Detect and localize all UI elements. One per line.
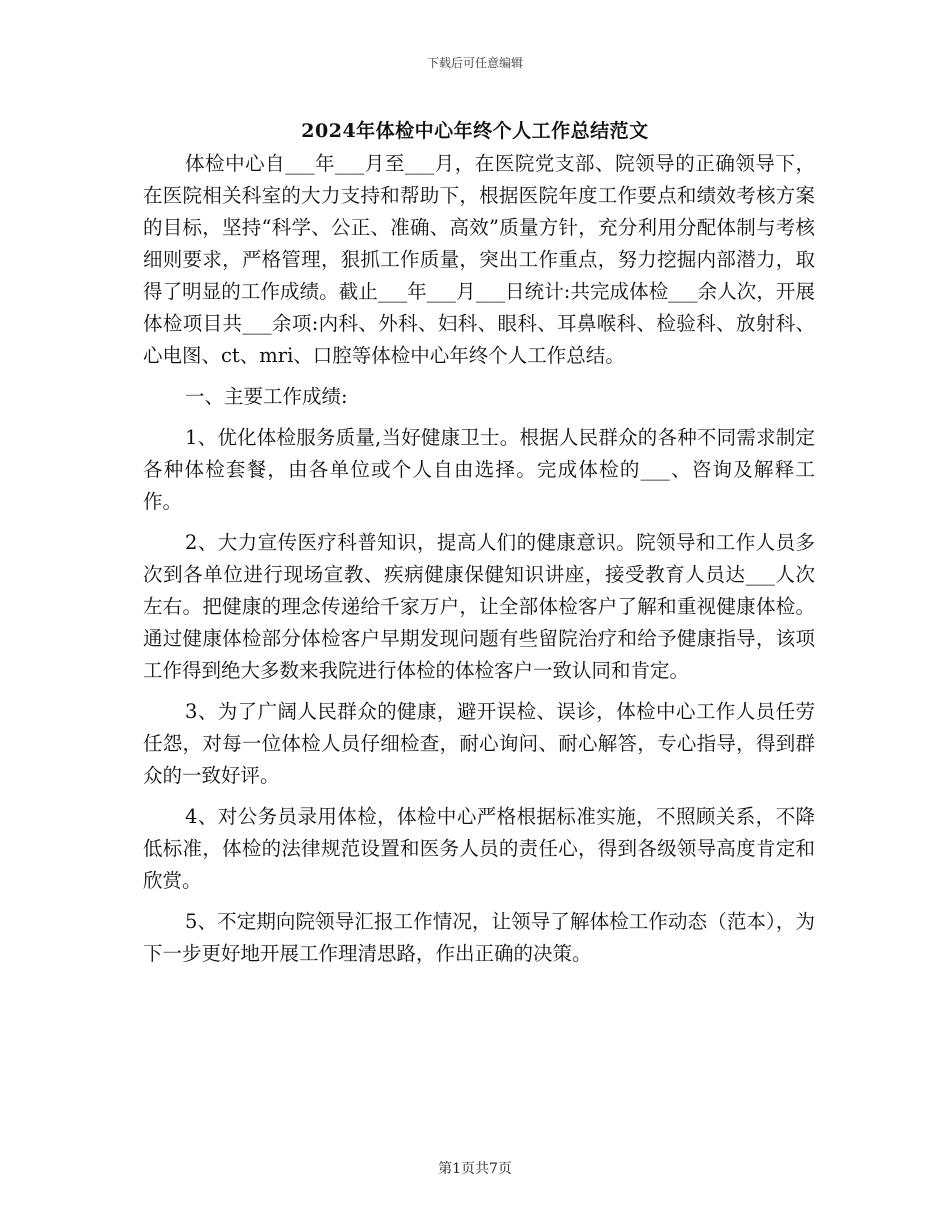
page-footer: 第1页共7页 [438, 1161, 512, 1177]
paragraph-item-3: 3、为了广阔人民群众的健康，避开误检、误诊，体检中心工作人员任劳任怨，对每一位体检人员仔细检查，耐心询问、耐心解答，专心指导，得到群众的一致好评。 [143, 700, 815, 787]
header-note: 下载后可任意编辑 [426, 56, 523, 70]
paragraph-item-4: 4、对公务员录用体检，体检中心严格根据标准实施，不照顾关系，不降低标准，体检的法律规范设置和医务人员的责任心，得到各级领导高度肯定和欣赏。 [143, 805, 815, 892]
paragraph-item-1: 1、优化体检服务质量,当好健康卫士。根据人民群众的各种不同需求制定各种体检套餐，由各单位或个人自由选择。完成体检的___、咨询及解释工作。 [143, 426, 815, 513]
document-title: 2024年体检中心年终个人工作总结范文 [301, 120, 649, 142]
paragraph-item-2: 2、大力宣传医疗科普知识，提高人们的健康意识。院领导和工作人员多次到各单位进行现场宣教、疾病健康保健知识讲座，接受教育人员达___人次左右。把健康的理念传递给千家万户，让全部体检客户了解和重视健康体检。通过健康体检部分体检客户早期发现问题有些留院治疗和给予健康指导，该项工作得到绝大多数来我院进行体检的体检客户一致认同和肯定。 [143, 531, 815, 682]
document-body [143, 148, 815, 979]
paragraph-intro: 体检中心自___年___月至___月，在医院党支部、院领导的正确领导下，在医院相关科室的大力支持和帮助下，根据医院年度工作要点和绩效考核方案的目标，坚持“科学、公正、准确、高效”质量方针，充分利用分配体制与考核细则要求，严格管理，狠抓工作质量，突出工作重点，努力挖掘内部潜力，取得了明显的工作成绩。截止___年___月___日统计:共完成体检___余人次，开展体检项目共___余项:内科、外科、妇科、眼科、耳鼻喉科、检验科、放射科、心电图、ct、mri、口腔等体检中心年终个人工作总结。 [143, 152, 815, 367]
section-heading: 一、主要工作成绩: [185, 385, 348, 408]
paragraph-item-5: 5、不定期向院领导汇报工作情况，让领导了解体检工作动态（范本），为下一步更好地开展工作理清思路，作出正确的决策。 [143, 910, 815, 965]
